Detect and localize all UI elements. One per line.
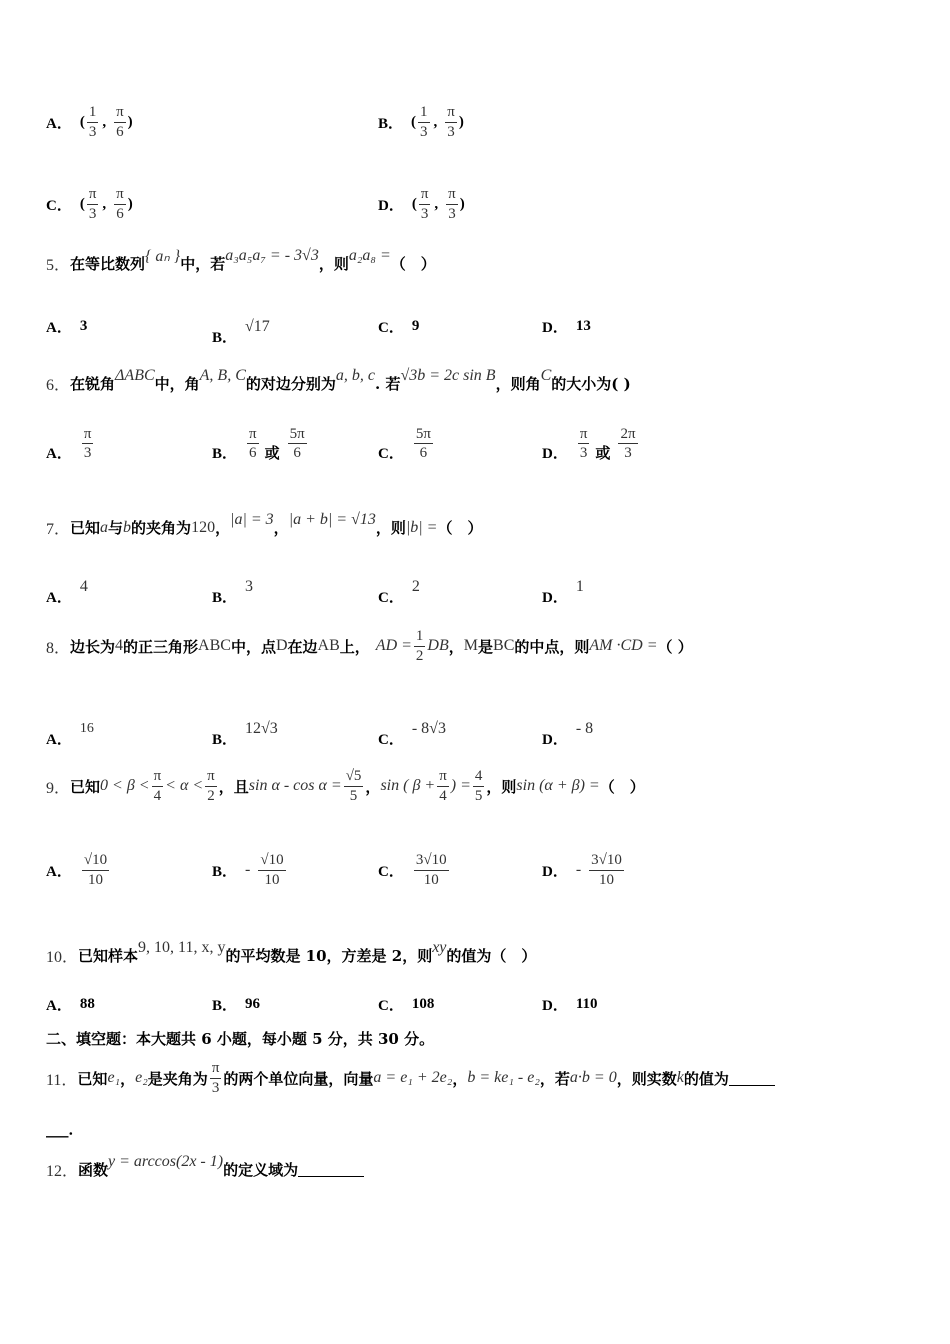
q5-option-b[interactable]: B． √17 <box>212 317 270 346</box>
q9-option-a[interactable]: A． $\frac{√10}{10}$ <box>46 852 108 888</box>
question-8: 8． 边长为 4 的正三角形 ABC 中，点 D 在边 AB 上， AD = $\frac{1}{2}$ DB ， M 是 BC 的中点，则 AM ·CD = （ ） <box>46 628 693 664</box>
q9-option-c[interactable]: C． $\frac{3√10}{10}$ <box>378 852 447 888</box>
q10-option-c[interactable]: C． 108 <box>378 996 435 1014</box>
q9-option-b[interactable]: B． - $\frac{√10}{10}$ <box>212 852 284 888</box>
q5-option-a[interactable]: A． 3 <box>46 318 88 336</box>
q8-option-a[interactable]: A． 16 <box>46 720 94 748</box>
question-11: 11． 已知 e₁ ， e₂ 是夹角为 $\frac{\pi}{3}$ 的两个单位向量，向量 a = e₁ + 2e₂ ， b = ke₁ - e₂ ，若 a·b = 0 ，则实数 k 的值为 <box>46 1060 775 1096</box>
fraction: $\frac{\pi}{3}$ <box>448 186 456 222</box>
fraction: $\frac{\pi}{3}$ <box>88 186 97 222</box>
q7-option-d[interactable]: D． 1 <box>542 577 584 606</box>
q8-option-d[interactable]: D． - 8 <box>542 719 594 748</box>
question-5: 5． 在等比数列 { aₙ } 中，若 a₃a₅a₇ = - 3√3 ，则 a₂a₈ = （ ） <box>46 246 436 274</box>
answer-blank[interactable] <box>729 1071 775 1086</box>
q10-option-d[interactable]: D． 110 <box>542 996 598 1014</box>
fraction: $\frac{\pi}{6}$ <box>116 186 124 222</box>
q7-option-b[interactable]: B． 3 <box>212 577 254 606</box>
fraction: $\frac{\pi}{3}$ <box>420 186 429 222</box>
q4-option-d[interactable]: D． ( $\frac{\pi}{3}$ , $\frac{\pi}{3}$ ) <box>378 186 465 222</box>
section-2-heading: 二、填空题：本大题共 6 小题，每小题 5 分，共 30 分。 <box>46 1030 435 1048</box>
q6-option-c[interactable]: C． $\frac{5\pi}{6}$ <box>378 425 431 462</box>
question-7: 7． 已知 a 与 b 的夹角为 120 ， |a| = 3 ， |a + b| = √13 ，则 |b| = （ ） <box>46 510 483 538</box>
q6-option-a[interactable]: A． $\frac{\pi}{3}$ <box>46 425 92 462</box>
question-10: 10． 已知样本 9, 10, 11, x, y 的平均数是 10，方差是 2，则 xy 的值为（ ） <box>46 938 537 966</box>
q7-option-c[interactable]: C． 2 <box>378 577 420 606</box>
question-9: 9． 已知 0 < β < $\frac{\pi}{4}$ < α < $\frac{\pi}{2}$ ，且 sin α - cos α = $\frac{√5}{5}$ ， sin ( β + $\frac{\pi}{4}$ ) = $\frac{4}{5}$ ，则 sin (α + β) = （ ） <box>46 768 645 804</box>
fraction: $\frac{\pi}{3}$ <box>447 104 455 140</box>
q10-option-b[interactable]: B． 96 <box>212 996 261 1014</box>
q4-option-c[interactable]: C． ( $\frac{\pi}{3}$ , $\frac{\pi}{6}$ ) <box>46 186 133 222</box>
q6-option-d[interactable]: D． $\frac{\pi}{3}$ 或 $\frac{2\pi}{3}$ <box>542 425 636 462</box>
q9-option-d[interactable]: D． - $\frac{3√10}{10}$ <box>542 852 622 888</box>
q10-option-a[interactable]: A． 88 <box>46 996 95 1014</box>
q5-option-c[interactable]: C． 9 <box>378 318 420 336</box>
fraction: $\frac{\pi}{6}$ <box>116 104 124 140</box>
question-6: 6． 在锐角 ΔABC 中，角 A, B, C 的对边分别为 a, b, c . 若 √3b = 2c sin B ，则角 C 的大小为( ) <box>46 366 631 394</box>
question-12: 12． 函数 y = arccos(2x - 1) 的定义域为 <box>46 1158 364 1181</box>
q8-option-c[interactable]: C． - 8√3 <box>378 719 446 748</box>
q7-option-a[interactable]: A． 4 <box>46 577 88 606</box>
fraction: $\frac{1}{3}$ <box>420 104 428 140</box>
question-11-cont: ___． <box>46 1120 84 1138</box>
answer-blank[interactable] <box>298 1162 364 1177</box>
q8-option-b[interactable]: B． 12√3 <box>212 719 278 748</box>
q6-option-b[interactable]: B． $\frac{\pi}{6}$ 或 $\frac{5\pi}{6}$ <box>212 425 305 462</box>
q4-option-a[interactable]: A． ( $\frac{1}{3}$ , $\frac{\pi}{6}$ ) <box>46 104 133 140</box>
q5-option-d[interactable]: D． 13 <box>542 318 591 336</box>
fraction: $\frac{1}{3}$ <box>88 104 97 140</box>
q4-option-b[interactable]: B． ( $\frac{1}{3}$ , $\frac{\pi}{3}$ ) <box>378 104 464 140</box>
